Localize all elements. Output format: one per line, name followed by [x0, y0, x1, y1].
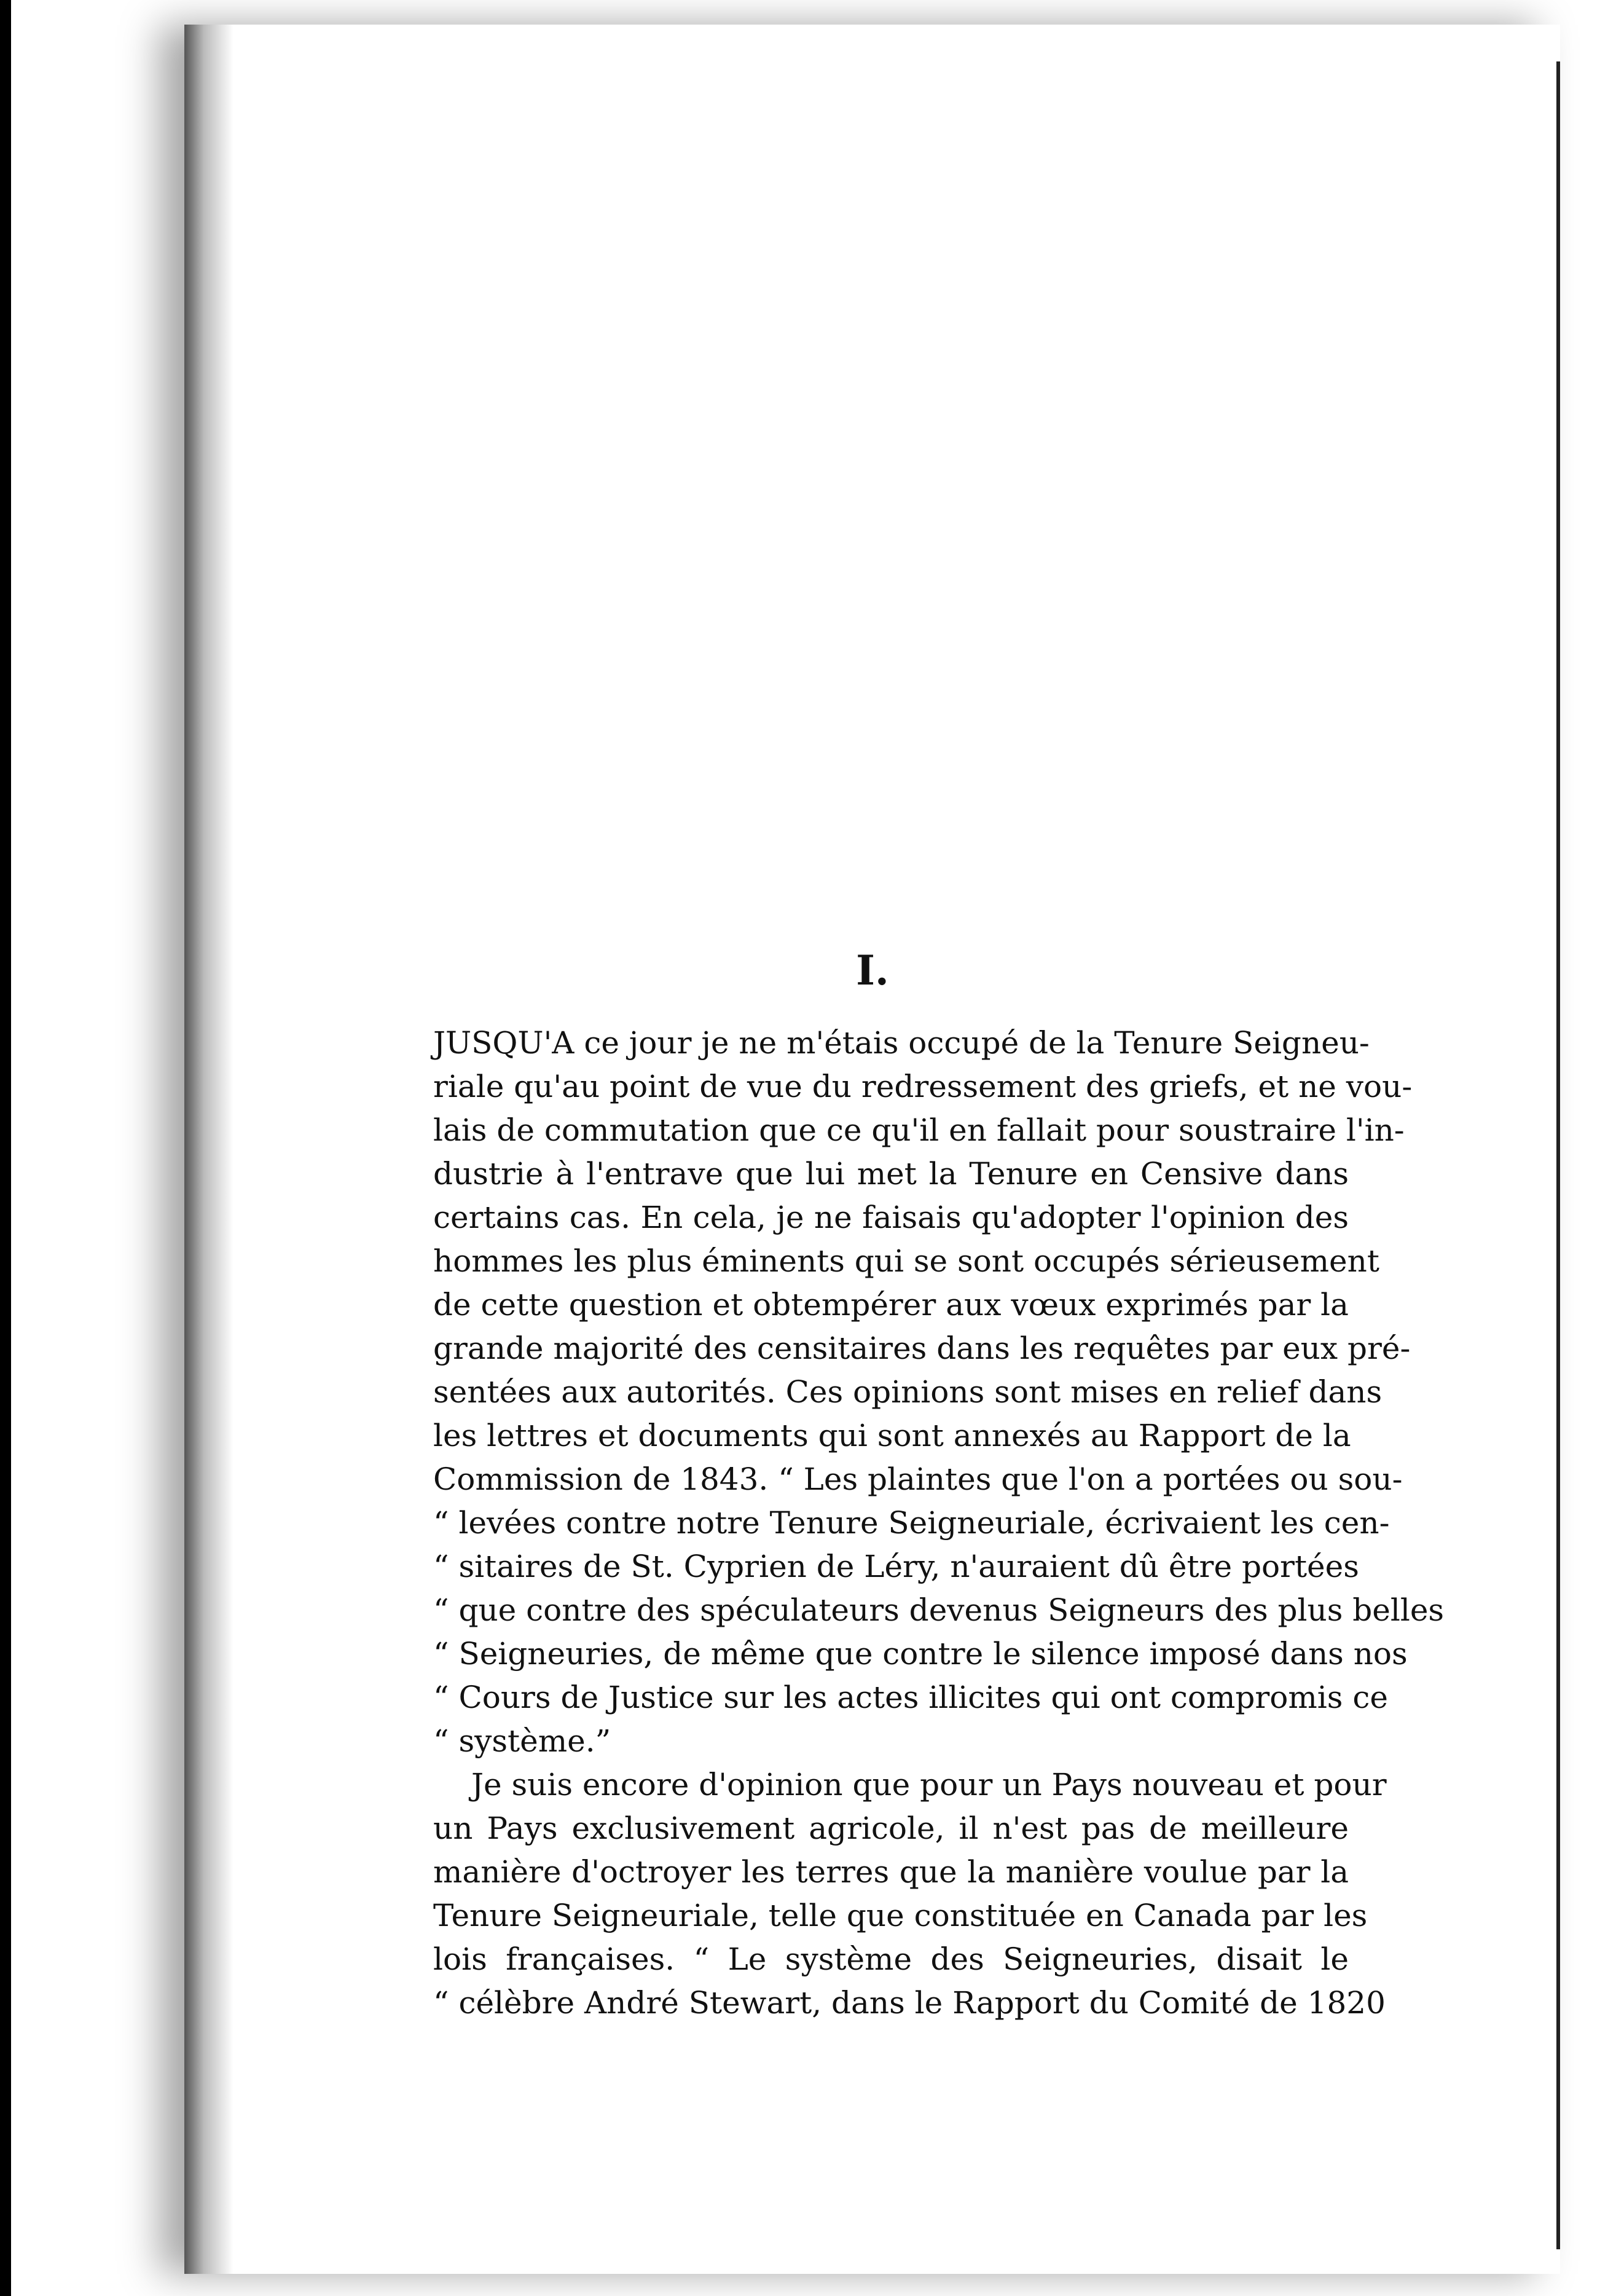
text-line: “ que contre des spéculateurs devenus Seigneurs des plus belles: [433, 1592, 1445, 1628]
page-gutter: [184, 25, 233, 2274]
text-line: les lettres et documents qui sont annexés au Rapport de la: [433, 1418, 1351, 1453]
text-line: “ sitaires de St. Cyprien de Léry, n'auraient dû être portées: [433, 1549, 1359, 1584]
text-line: “ célèbre André Stewart, dans le Rapport du Comité de 1820: [433, 1985, 1386, 2021]
paragraph-2: [433, 1763, 1387, 2025]
text-line: grande majorité des censitaires dans les requêtes par eux pré-: [433, 1331, 1411, 1366]
text-line: certains cas. En cela, je ne faisais qu'adopter l'opinion des: [433, 1200, 1349, 1235]
text-line: manière d'octroyer les terres que la manière voulue par la: [433, 1854, 1349, 1890]
scan-edge: [0, 0, 11, 2296]
text-line: lais de commutation que ce qu'il en fallait pour soustraire l'in-: [433, 1112, 1405, 1148]
text-line: “ système.”: [433, 1723, 611, 1759]
text-line: “ Seigneuries, de même que contre le silence imposé dans nos: [433, 1636, 1408, 1672]
body-text: [433, 1021, 1445, 2025]
text-line: hommes les plus éminents qui se sont occupés sérieusement: [433, 1243, 1379, 1279]
text-line: JUSQU'A ce jour je ne m'étais occupé de la Tenure Seigneu-: [433, 1025, 1370, 1061]
text-line: Tenure Seigneuriale, telle que constituée en Canada par les: [433, 1898, 1368, 1933]
paragraph-1: [433, 1021, 1445, 1763]
text-line: riale qu'au point de vue du redressement des griefs, et ne vou-: [433, 1069, 1413, 1104]
text-line: de cette question et obtempérer aux vœux exprimés par la: [433, 1287, 1349, 1323]
text-line: sentées aux autorités. Ces opinions sont mises en relief dans: [433, 1374, 1383, 1410]
text-line: Commission de 1843. “ Les plaintes que l'on a portées ou sou-: [433, 1461, 1403, 1497]
page-edge: [1556, 61, 1560, 2249]
text-line: “ Cours de Justice sur les actes illicites qui ont compromis ce: [433, 1680, 1388, 1715]
text-line: un Pays exclusivement agricole, il n'est pas de meilleure: [433, 1810, 1349, 1846]
text-line: dustrie à l'entrave que lui met la Tenure en Censive dans: [433, 1156, 1349, 1192]
text-line: lois françaises. “ Le système des Seigneuries, disait le: [433, 1941, 1349, 1977]
text-line: “ levées contre notre Tenure Seigneuriale, écrivaient les cen-: [433, 1505, 1390, 1541]
section-heading: I.: [856, 946, 889, 994]
text-line: Je suis encore d'opinion que pour un Pays nouveau et pour: [471, 1767, 1387, 1803]
